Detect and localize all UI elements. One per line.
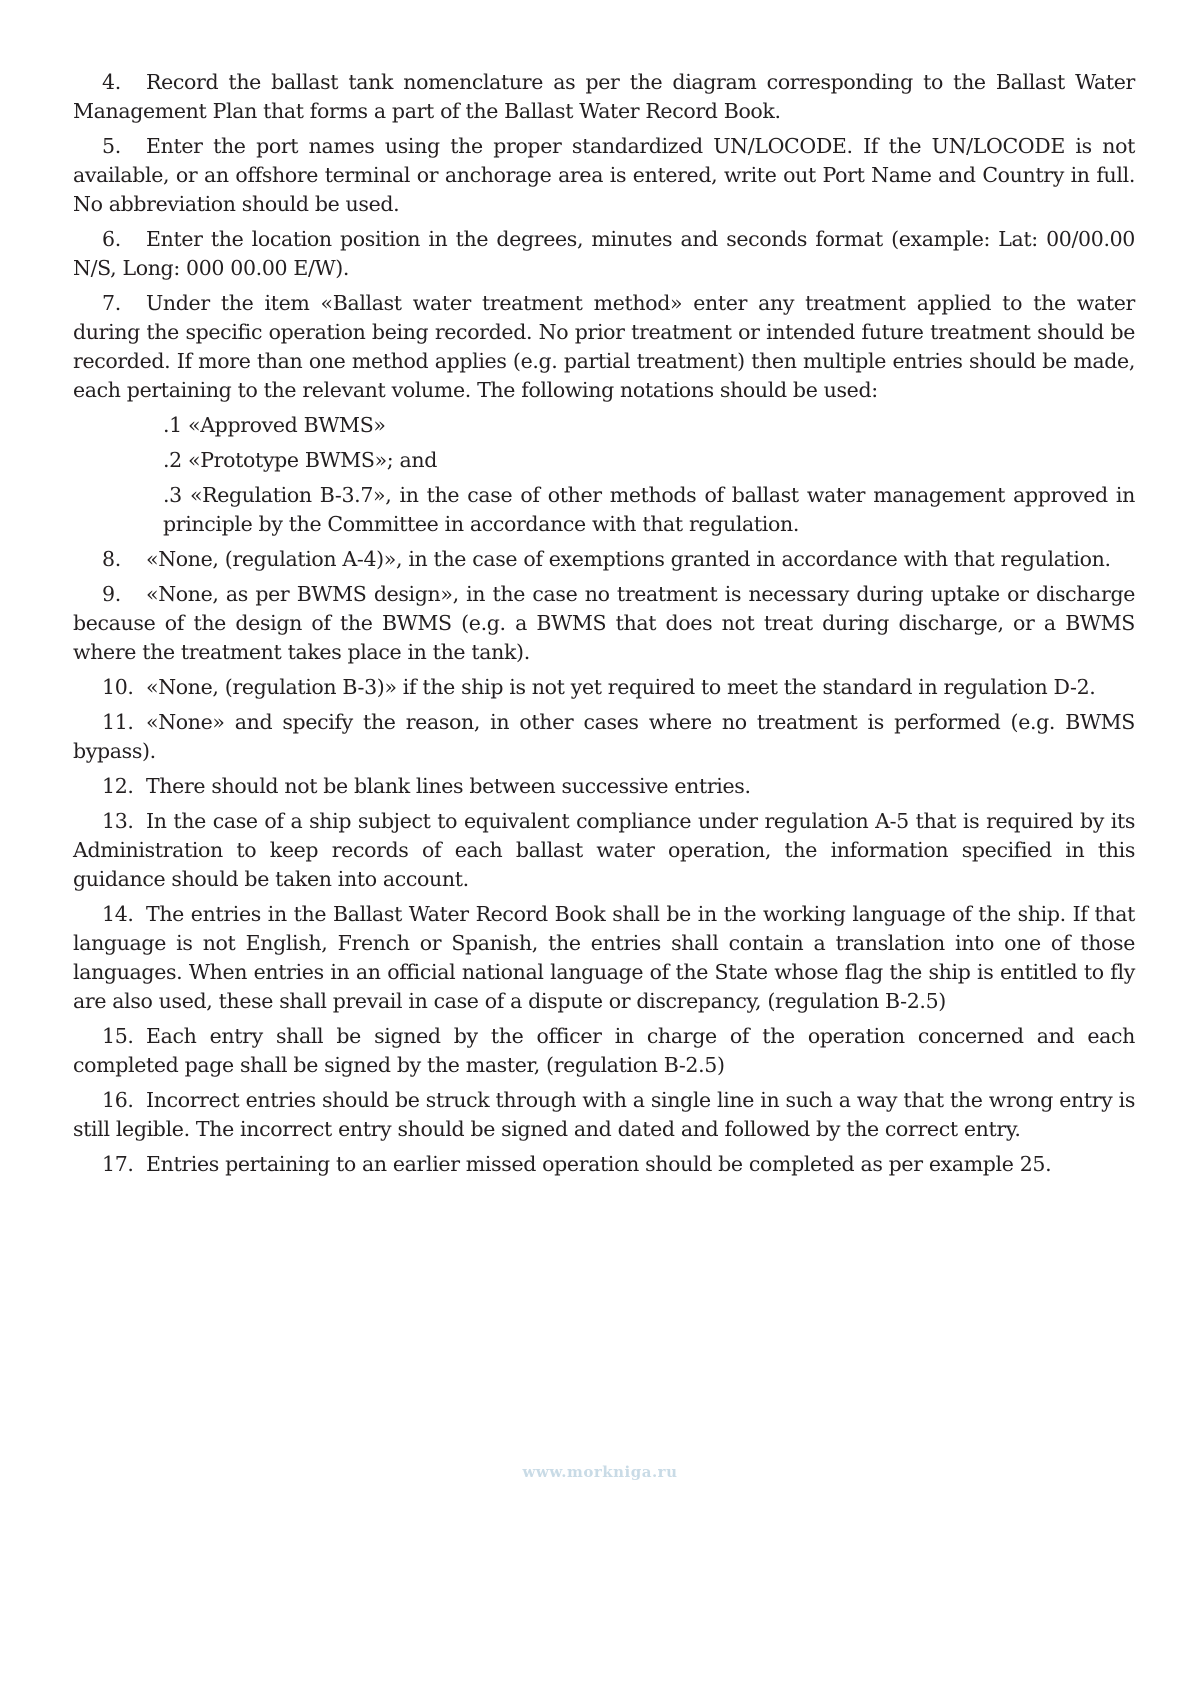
paragraph-number: 17. [102, 1152, 134, 1176]
paragraph-number: 8. [102, 547, 121, 571]
paragraph-text: Enter the location position in the degrees, minutes and seconds format (example: Lat: 00/00.00 N/S, Long: 000 00.00 E/W). [73, 227, 1135, 280]
paragraph-number: 11. [102, 710, 134, 734]
paragraph-15 [73, 1022, 1135, 1080]
paragraph-5 [73, 132, 1135, 219]
paragraph-text: «None, (regulation B-3)» if the ship is not yet required to meet the standard in regulation D-2. [146, 675, 1096, 699]
paragraph-number: 15. [102, 1024, 134, 1048]
document-page [73, 68, 1135, 1185]
paragraph-10 [73, 673, 1135, 702]
paragraph-text: «None, (regulation A-4)», in the case of exemptions granted in accordance with that regulation. [146, 547, 1111, 571]
paragraph-number: 14. [102, 902, 134, 926]
paragraph-13 [73, 807, 1135, 894]
paragraph-text: Enter the port names using the proper standardized UN/LOCODE. If the UN/LOCODE is not available, or an offshore terminal or anchorage area is entered, write out Port Name and Country in full. No abbreviation should be used. [73, 134, 1135, 216]
paragraph-number: 9. [102, 582, 121, 606]
paragraph-text: Incorrect entries should be struck through with a single line in such a way that the wrong entry is still legible. The incorrect entry should be signed and dated and followed by the correct entry. [73, 1088, 1135, 1141]
paragraph-16 [73, 1086, 1135, 1144]
paragraph-4 [73, 68, 1135, 126]
paragraph-6 [73, 225, 1135, 283]
paragraph-8 [73, 545, 1135, 574]
notation-1: .1 «Approved BWMS» [163, 413, 386, 437]
paragraph-text: «None, as per BWMS design», in the case no treatment is necessary during uptake or discharge because of the design of the BWMS (e.g. a BWMS that does not treat during discharge, or a BWMS where the treatment takes place in the tank). [73, 582, 1135, 664]
paragraph-number: 10. [102, 675, 134, 699]
paragraph-text: Record the ballast tank nomenclature as per the diagram corresponding to the Ballast Water Management Plan that forms a part of the Ballast Water Record Book. [73, 70, 1135, 123]
paragraph-number: 7. [102, 291, 121, 315]
paragraph-7 [73, 289, 1135, 405]
paragraph-12 [73, 772, 1135, 801]
paragraph-text: Entries pertaining to an earlier missed operation should be completed as per example 25. [146, 1152, 1052, 1176]
paragraph-number: 6. [102, 227, 121, 251]
notation-3: .3 «Regulation B-3.7», in the case of other methods of ballast water management approved in principle by the Committee in accordance with that regulation. [163, 483, 1135, 536]
paragraph-number: 12. [102, 774, 134, 798]
notation-2: .2 «Prototype BWMS»; and [163, 448, 438, 472]
paragraph-number: 5. [102, 134, 121, 158]
paragraph-text: In the case of a ship subject to equivalent compliance under regulation A-5 that is required by its Administration to keep records of each ballast water operation, the information specified in this guidance should be taken into account. [73, 809, 1135, 891]
paragraph-text: Under the item «Ballast water treatment method» enter any treatment applied to the water during the specific operation being recorded. No prior treatment or intended future treatment should be recorded. If more than one method applies (e.g. partial treatment) then multiple entries should be made, each pertaining to the relevant volume. The following notations should be used: [73, 291, 1135, 402]
watermark: www.morkniga.ru [522, 1463, 678, 1481]
paragraph-text: Each entry shall be signed by the officer in charge of the operation concerned and each completed page shall be signed by the master, (regulation B-2.5) [73, 1024, 1135, 1077]
paragraph-14 [73, 900, 1135, 1016]
paragraph-9 [73, 580, 1135, 667]
paragraph-number: 16. [102, 1088, 134, 1112]
paragraph-text: There should not be blank lines between successive entries. [146, 774, 751, 798]
paragraph-11 [73, 708, 1135, 766]
paragraph-number: 13. [102, 809, 134, 833]
paragraph-17 [73, 1150, 1135, 1179]
paragraph-text: «None» and specify the reason, in other cases where no treatment is performed (e.g. BWMS bypass). [73, 710, 1135, 763]
paragraph-number: 4. [102, 70, 121, 94]
paragraph-text: The entries in the Ballast Water Record Book shall be in the working language of the ship. If that language is not English, French or Spanish, the entries shall contain a translation into one of those languages. When entries in an official national language of the State whose flag the ship is entitled to fly are also used, these shall prevail in case of a dispute or discrepancy, (regulation B-2.5) [73, 902, 1135, 1013]
